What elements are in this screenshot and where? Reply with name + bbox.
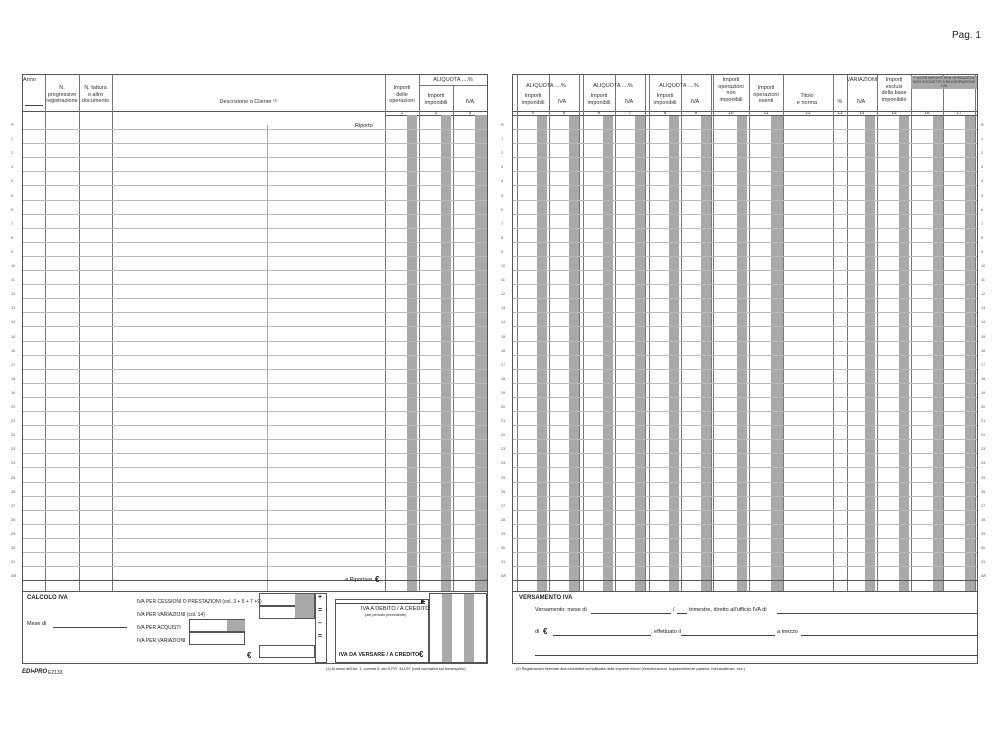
- row-number: 24: [11, 461, 16, 466]
- row-number-right: 20: [981, 405, 986, 409]
- col-num: 13: [837, 110, 843, 115]
- column-divider: [549, 75, 550, 591]
- versamento-slash: /: [673, 607, 675, 613]
- col-num: 10: [728, 110, 734, 115]
- calc-right-grid: [429, 593, 487, 663]
- calc-input-variazioni-2[interactable]: [189, 632, 245, 645]
- row-number: 17: [501, 362, 506, 367]
- header-titolo: Titolo e norma: [796, 93, 818, 106]
- col-num: 6: [597, 110, 601, 115]
- row-line: [23, 566, 487, 567]
- row-number: 27: [11, 503, 16, 508]
- row-number: R: [11, 123, 14, 127]
- left-footnote: (1) Ai sensi dell'Art. 1, comma 5, del D.P.R. 441/97 (vedi normativa sul frontespizio): [326, 667, 466, 671]
- row-line: [513, 453, 977, 454]
- versamento-mezzo-field[interactable]: [801, 635, 977, 636]
- row-number: 5: [11, 193, 14, 198]
- row-number: 25: [501, 475, 506, 480]
- col-num: 14: [859, 110, 865, 115]
- row-number: 3: [501, 165, 504, 170]
- versamento-trimestre-label: trimestre, diretto all'ufficio IVA di: [689, 607, 767, 613]
- row-line: [513, 524, 977, 525]
- group3-iva: IVA: [690, 99, 700, 105]
- row-line: [23, 326, 487, 327]
- row-number: 21: [501, 419, 506, 424]
- row-number: 3: [11, 165, 14, 170]
- header-iva: IVA: [465, 99, 475, 105]
- versamento-trimestre-field[interactable]: [677, 613, 687, 614]
- row-line: [513, 496, 977, 497]
- header-esenti: Importi operazioni esenti: [753, 85, 779, 104]
- header-descrizione: Descrizione o Cliente ⁽¹⁾: [219, 99, 278, 105]
- a-riportare-label: a Riportare: [345, 577, 373, 583]
- row-line: [23, 482, 487, 483]
- row-number: 11: [11, 278, 15, 283]
- row-number-right: 6: [981, 207, 984, 212]
- row-number: 30: [11, 546, 16, 550]
- col-num: 7: [628, 110, 632, 115]
- row-line: [23, 200, 487, 201]
- row-line: [23, 552, 487, 553]
- page-number: Pag. 1: [952, 30, 981, 41]
- header-variazioni-iva: IVA: [856, 99, 866, 105]
- calc-row-cessioni: IVA PER CESSIONI O PRESTAZIONI (col. 3 + 5 + 7 +9): [137, 599, 262, 605]
- row-number: 27: [501, 503, 506, 508]
- row-number: 23: [501, 447, 506, 452]
- row-line: [23, 425, 487, 426]
- row-number: 18: [501, 376, 506, 381]
- row-line: [513, 538, 977, 539]
- row-number: 20: [501, 405, 506, 409]
- row-line: [23, 256, 487, 257]
- row-line: [23, 496, 487, 497]
- gray-column: [965, 116, 975, 591]
- row-number: 28: [11, 517, 16, 522]
- row-number: 26: [11, 489, 16, 494]
- col-num: 15: [891, 110, 897, 115]
- row-line: [513, 552, 977, 553]
- row-number-right: 23: [981, 447, 986, 452]
- row-number: 23: [11, 447, 16, 452]
- column-divider: [975, 75, 976, 591]
- column-divider: [645, 75, 646, 591]
- gray-column: [771, 116, 783, 591]
- row-line: [513, 369, 977, 370]
- column-divider: [877, 75, 878, 591]
- header-esclusi: Importi esclusi della base imponibile: [881, 77, 907, 103]
- row-number: 7: [11, 221, 14, 226]
- row-number-right: 2: [981, 151, 984, 156]
- column-divider: [517, 75, 518, 591]
- row-number: 19: [11, 390, 16, 395]
- row-line: [513, 214, 977, 215]
- header-non-imponibili: Importi operazioni non imponibili: [718, 77, 744, 103]
- row-line: [23, 242, 487, 243]
- gray-column: [669, 116, 679, 591]
- versamento-mese-label: Versamento: mese di: [535, 607, 587, 613]
- versamento-title: VERSAMENTO IVA: [519, 595, 573, 601]
- row-number: 10: [501, 264, 506, 268]
- calc-row-variazioni-1: IVA PER VARIAZIONI (col. 14): [137, 612, 205, 618]
- calc-row-acquisti: IVA PER ACQUISTI: [137, 625, 181, 631]
- versamento-ufficio-field[interactable]: [777, 613, 977, 614]
- versamento-importo-field[interactable]: [553, 635, 651, 636]
- row-line: [513, 242, 977, 243]
- row-number: 22: [501, 433, 506, 438]
- row-line: [23, 312, 487, 313]
- row-line: [23, 143, 487, 144]
- column-divider: [583, 75, 584, 591]
- row-number-right: R: [981, 123, 984, 127]
- row-number: 31: [501, 560, 506, 565]
- row-line: [23, 538, 487, 539]
- row-line: [513, 200, 977, 201]
- row-number-right: 17: [981, 362, 986, 367]
- row-line: [513, 383, 977, 384]
- row-number-right: 19: [981, 390, 986, 395]
- row-number: 10: [11, 264, 16, 268]
- row-number: 6: [11, 207, 14, 212]
- row-number: 9: [11, 249, 14, 254]
- row-number-right: 3: [981, 165, 984, 170]
- row-number-right: 22: [981, 433, 986, 438]
- row-line: [513, 425, 977, 426]
- row-number: 29: [501, 531, 506, 536]
- row-number-right: 16: [981, 348, 986, 353]
- row-number-right: 31: [981, 560, 986, 565]
- row-number: 16: [501, 348, 506, 353]
- group3-imponibili: Importi imponibili: [653, 93, 677, 106]
- group2-title: ALIQUOTA ....%: [593, 83, 633, 89]
- row-line: [23, 214, 487, 215]
- row-number-right: 8: [981, 235, 984, 240]
- row-number-right: 26: [981, 489, 986, 494]
- row-line: [513, 171, 977, 172]
- row-number-right: 24: [981, 461, 986, 466]
- row-number: 5: [501, 193, 504, 198]
- row-line: [513, 482, 977, 483]
- row-number: 9: [501, 249, 504, 254]
- row-number: 8: [501, 235, 504, 240]
- column-divider: [833, 75, 834, 591]
- row-number: 15: [11, 334, 16, 339]
- row-line: [513, 228, 977, 229]
- debito-sublabel: (del periodo precedente): [365, 613, 407, 617]
- row-line: [513, 341, 977, 342]
- column-divider: [847, 75, 848, 591]
- column-divider: [649, 75, 650, 591]
- brand-logo: EDI•PRO: [22, 669, 48, 675]
- row-number-right: 25: [981, 475, 986, 480]
- versamento-data-field[interactable]: [681, 635, 775, 636]
- row-line: [23, 157, 487, 158]
- row-number-right: 9: [981, 249, 984, 254]
- calcolo-iva-title: CALCOLO IVA: [27, 595, 68, 601]
- col-num-3: 3: [468, 110, 472, 115]
- row-number: 24: [501, 461, 506, 466]
- row-number: 7: [501, 221, 504, 226]
- versare-euro-icon: €: [419, 650, 424, 659]
- group2-imponibili: Importi imponibili: [587, 93, 611, 106]
- row-line: [513, 411, 977, 412]
- row-line: [513, 397, 977, 398]
- row-line: [23, 185, 487, 186]
- versamento-extra-line[interactable]: [535, 655, 977, 656]
- row-line: [513, 439, 977, 440]
- column-divider: [713, 75, 714, 591]
- gray-column: [537, 116, 547, 591]
- row-line: [513, 185, 977, 186]
- row-line: [23, 284, 487, 285]
- row-line: [513, 467, 977, 468]
- row-line: [513, 284, 977, 285]
- row-number: 28: [501, 517, 506, 522]
- column-divider: [615, 75, 616, 591]
- sign-plus: +: [318, 594, 323, 601]
- header-anno: Anno: [23, 77, 36, 83]
- row-number: AR: [11, 574, 17, 579]
- col-num: 9: [694, 110, 698, 115]
- row-number: 15: [501, 334, 506, 339]
- row-line: [513, 566, 977, 567]
- gray-column: [865, 116, 875, 591]
- header-aliquota: ALIQUOTA ....%: [433, 77, 473, 83]
- header-altri-importi: ⁽²⁾ ALTRI IMPORTI PER OPERAZIONI NON SOGGETTE A REGISTRAZIONE IVA: [912, 76, 976, 89]
- row-line: [23, 524, 487, 525]
- header-importi-operazioni: Importi delle operazioni: [389, 85, 415, 104]
- row-line: [513, 510, 977, 511]
- row-number: 19: [501, 390, 506, 395]
- row-number: 17: [11, 362, 16, 367]
- row-number: 21: [11, 419, 16, 424]
- row-line: [23, 228, 487, 229]
- row-number: AR: [501, 574, 507, 579]
- row-line: [23, 355, 487, 356]
- row-number: 6: [501, 207, 504, 212]
- gray-column: [603, 116, 613, 591]
- row-number: 20: [11, 405, 16, 409]
- row-number: 12: [11, 292, 16, 297]
- row-line: [513, 129, 977, 130]
- row-number-right: 12: [981, 292, 986, 297]
- row-number: 8: [11, 235, 14, 240]
- row-line: [513, 298, 977, 299]
- right-register-sheet: [501, 74, 987, 664]
- sign-equal-1: =: [318, 607, 323, 614]
- debito-label: IVA A DEBITO / A CREDITO: [361, 606, 430, 612]
- sign-equal-2: =: [318, 633, 323, 640]
- row-line: [23, 510, 487, 511]
- row-line: [23, 341, 487, 342]
- row-line: [23, 453, 487, 454]
- row-number: 22: [11, 433, 16, 438]
- row-number-right: 21: [981, 419, 986, 424]
- row-number-right: 11: [981, 278, 985, 283]
- versamento-di-label: di: [535, 629, 540, 635]
- row-number-right: 29: [981, 531, 986, 536]
- row-number: 1: [501, 137, 504, 142]
- header-variazioni: VARIAZIONI: [846, 77, 878, 83]
- col-num-2: 2: [434, 110, 438, 115]
- row-line: [513, 157, 977, 158]
- row-number-right: 28: [981, 517, 986, 522]
- row-number: 2: [501, 151, 504, 156]
- row-line: [23, 383, 487, 384]
- col-num-1: 1: [400, 110, 404, 115]
- row-number: 30: [501, 546, 506, 550]
- sign-minus: –: [318, 620, 322, 627]
- row-number: 14: [11, 320, 16, 325]
- calc-row-variazioni-2: IVA PER VARIAZIONI: [137, 638, 186, 644]
- form-code: E2133: [48, 670, 63, 676]
- versamento-effettuato-label: , effettuato il: [651, 629, 681, 635]
- row-line: [513, 355, 977, 356]
- row-line: [513, 143, 977, 144]
- row-line: [23, 171, 487, 172]
- row-line: [23, 270, 487, 271]
- row-line: [513, 256, 977, 257]
- row-number-right: 1: [981, 137, 984, 142]
- header-variazioni-perc: %: [837, 99, 843, 105]
- col-num: 16: [924, 110, 930, 115]
- row-line: [23, 467, 487, 468]
- col-num: 12: [805, 110, 811, 115]
- group3-title: ALIQUOTA ....%: [659, 83, 699, 89]
- row-line: [23, 580, 487, 581]
- versamento-euro-icon: €: [543, 627, 548, 636]
- row-number: 29: [11, 531, 16, 536]
- versamento-mese-field[interactable]: [591, 613, 671, 614]
- row-number-right: 27: [981, 503, 986, 508]
- group1-title: ALIQUOTA ....%: [526, 83, 566, 89]
- group1-iva: IVA: [557, 99, 567, 105]
- row-number-right: 10: [981, 264, 986, 268]
- versare-label: IVA DA VERSARE / A CREDITO: [339, 652, 420, 658]
- column-divider: [783, 75, 784, 591]
- row-number: 26: [501, 489, 506, 494]
- row-number: 25: [11, 475, 16, 480]
- calc-euro-icon: €: [247, 651, 252, 660]
- right-footnote: (2) Registrazioni riservate alla contabilità semplificata delle imprese minori (ristrutturazioni, sopravvenienze passive, minusvalenze, ecc.): [516, 667, 745, 671]
- row-line: [23, 369, 487, 370]
- gray-column: [701, 116, 711, 591]
- gray-column: [933, 116, 943, 591]
- row-number: 4: [501, 179, 504, 184]
- row-number-right: 18: [981, 376, 986, 381]
- gray-column: [635, 116, 645, 591]
- row-number: 12: [501, 292, 506, 297]
- gray-column: [737, 116, 747, 591]
- row-number: 11: [501, 278, 505, 283]
- row-line: [513, 270, 977, 271]
- col-num: 5: [562, 110, 566, 115]
- row-number: 18: [11, 376, 16, 381]
- row-line: [513, 312, 977, 313]
- col-num: 8: [663, 110, 667, 115]
- row-line: [513, 326, 977, 327]
- row-number-right: 5: [981, 193, 984, 198]
- header-importi-imponibili: Importi imponibili: [424, 93, 448, 106]
- gray-column: [569, 116, 579, 591]
- row-number-right: 4: [981, 179, 984, 184]
- row-line: [23, 298, 487, 299]
- column-divider: [911, 75, 912, 591]
- row-number: 1: [11, 137, 14, 142]
- row-number: 14: [501, 320, 506, 325]
- row-number: 16: [11, 348, 16, 353]
- row-number-right: 13: [981, 306, 986, 311]
- versamento-mezzo-label: a mezzo: [777, 629, 798, 635]
- group2-iva: IVA: [624, 99, 634, 105]
- row-line: [23, 439, 487, 440]
- row-line: [513, 580, 977, 581]
- row-number: 13: [11, 306, 16, 311]
- row-number: 13: [501, 306, 506, 311]
- col-num: 11: [763, 110, 769, 115]
- row-number: 2: [11, 151, 14, 156]
- euro-icon: €: [375, 575, 380, 584]
- gray-column: [899, 116, 909, 591]
- calc-col-right: [315, 593, 327, 663]
- left-register-sheet: [11, 74, 488, 664]
- row-number: R: [501, 123, 504, 127]
- column-divider: [579, 75, 580, 591]
- row-number-right: 7: [981, 221, 984, 226]
- mese-label: Mese di: [27, 621, 47, 627]
- column-divider: [943, 75, 944, 591]
- col-num: 17: [956, 110, 962, 115]
- column-divider: [711, 75, 712, 591]
- row-number-right: 14: [981, 320, 986, 325]
- header-fattura: N. fattura o altro documento: [81, 85, 110, 104]
- row-number-right: AR: [981, 574, 987, 579]
- column-divider: [681, 75, 682, 591]
- arrow-right-icon: ▶: [421, 599, 426, 605]
- row-line: [23, 129, 487, 130]
- row-number-right: 30: [981, 546, 986, 550]
- row-line: [23, 397, 487, 398]
- header-progressivo: N. progressivo registrazione: [46, 85, 78, 104]
- col-num: 4: [531, 110, 535, 115]
- calc-total-a[interactable]: [259, 645, 315, 658]
- group1-imponibili: Importi imponibili: [521, 93, 545, 106]
- row-number: 4: [11, 179, 14, 184]
- riporto-label: Riporto: [355, 123, 373, 129]
- row-line: [23, 411, 487, 412]
- row-number-right: 15: [981, 334, 986, 339]
- row-number: 31: [11, 560, 16, 565]
- column-divider: [749, 75, 750, 591]
